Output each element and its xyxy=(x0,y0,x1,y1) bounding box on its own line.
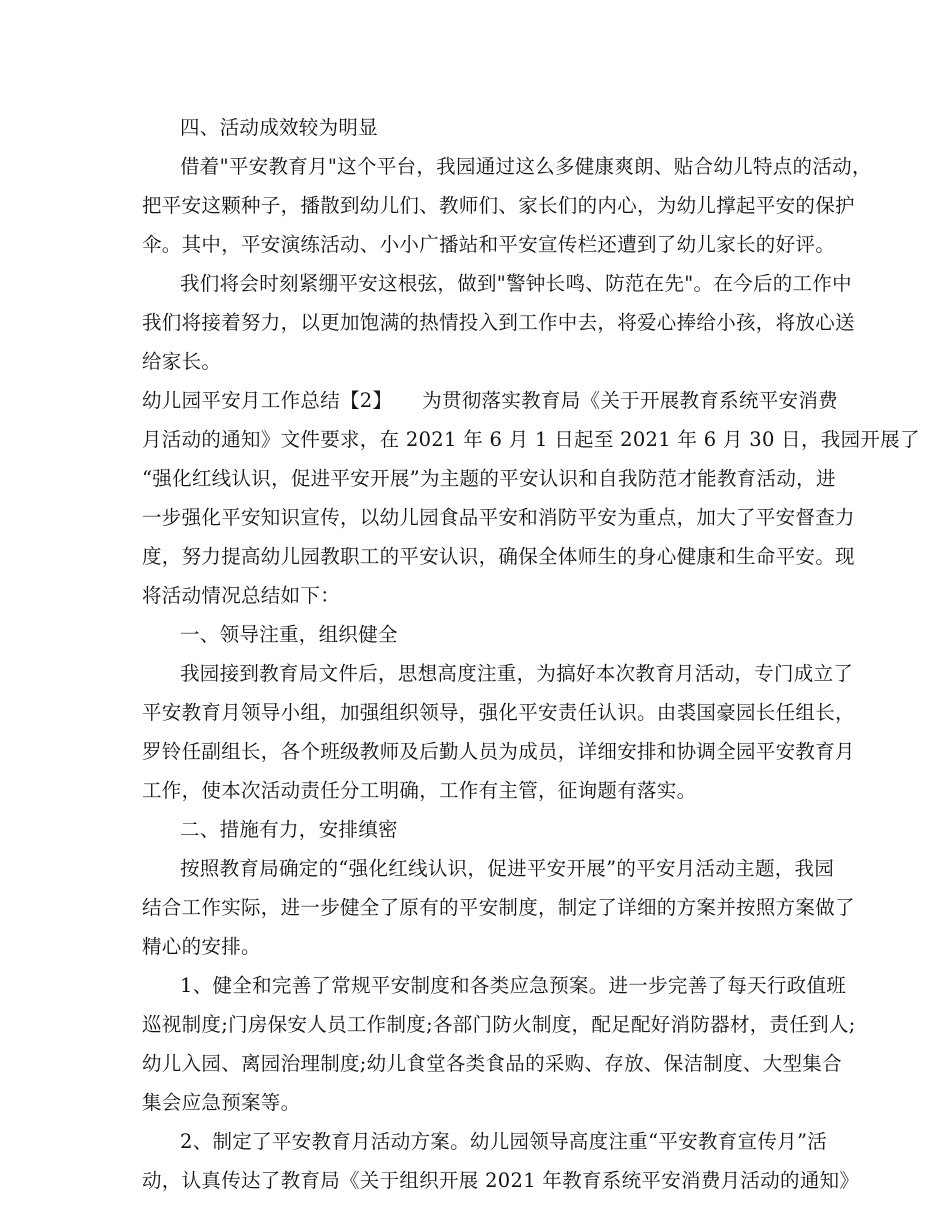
paragraph-line: 我们将接着努力，以更加饱满的热情投入到工作中去，将爱心捧给小孩，将放心送 xyxy=(142,311,855,334)
paragraph-line: 精心的安排。 xyxy=(142,935,261,958)
section-title-line: 幼儿园平安月工作总结【2】 为贯彻落实教育局《关于开展教育系统平安消费 xyxy=(142,389,838,412)
heading-section-2: 二、措施有力，安排缜密 xyxy=(180,818,398,841)
paragraph-line: 1、健全和完善了常规平安制度和各类应急预案。进一步完善了每天行政值班 xyxy=(180,974,847,997)
paragraph-line: 2、制定了平安教育月活动方案。幼儿园领导高度注重“平安教育宣传月”活 xyxy=(180,1130,828,1153)
paragraph-line: 给家长。 xyxy=(142,350,222,373)
paragraph-line: 结合工作实际，进一步健全了原有的平安制度，制定了详细的方案并按照方案做了 xyxy=(142,896,855,919)
paragraph-line: 平安教育月领导小组，加强组织领导，强化平安责任认识。由裘国豪园长任组长， xyxy=(142,701,855,724)
paragraph-line: 一步强化平安知识宣传，以幼儿园食品平安和消防平安为重点，加大了平安督查力 xyxy=(142,506,855,529)
paragraph-line: 动，认真传达了教育局《关于组织开展 2021 年教育系统平安消费月活动的通知》 xyxy=(142,1169,860,1192)
paragraph-line: 把平安这颗种子，播散到幼儿们、教师们、家长们的内心，为幼儿撑起平安的保护 xyxy=(142,194,855,217)
paragraph-line: 按照教育局确定的“强化红线认识，促进平安开展”的平安月活动主题，我园 xyxy=(180,857,835,880)
heading-section-4: 四、活动成效较为明显 xyxy=(180,116,379,139)
paragraph-line: 我园接到教育局文件后，思想高度注重，为搞好本次教育月活动，专门成立了 xyxy=(180,662,854,685)
paragraph-line: 月活动的通知》文件要求，在 2021 年 6 月 1 日起至 2021 年 6 月 30 日，我园开展了 xyxy=(142,428,920,451)
paragraph-line: 我们将会时刻紧绷平安这根弦，做到"警钟长鸣、防范在先"。在今后的工作中 xyxy=(180,272,852,295)
paragraph-line: 借着"平安教育月"这个平台，我园通过这么多健康爽朗、贴合幼儿特点的活动， xyxy=(180,155,872,178)
paragraph-line: 幼儿入园、离园治理制度;幼儿食堂各类食品的采购、存放、保洁制度、大型集合 xyxy=(142,1052,842,1075)
heading-section-1: 一、领导注重，组织健全 xyxy=(180,623,398,646)
paragraph-line: 将活动情况总结如下： xyxy=(142,584,341,607)
paragraph-line: 巡视制度;门房保安人员工作制度;各部门防火制度，配足配好消防器材，责任到人; xyxy=(142,1013,856,1036)
paragraph-line: 工作，使本次活动责任分工明确，工作有主管，征询题有落实。 xyxy=(142,779,697,802)
paragraph-line: 伞。其中，平安演练活动、小小广播站和平安宣传栏还遭到了幼儿家长的好评。 xyxy=(142,233,836,256)
paragraph-line: 集会应急预案等。 xyxy=(142,1091,301,1114)
paragraph-line: “强化红线认识，促进平安开展”为主题的平安认识和自我防范才能教育活动，进 xyxy=(142,467,836,490)
paragraph-line: 罗铃任副组长，各个班级教师及后勤人员为成员，详细安排和协调全园平安教育月 xyxy=(142,740,855,763)
paragraph-line: 度，努力提高幼儿园教职工的平安认识，确保全体师生的身心健康和生命平安。现 xyxy=(142,545,855,568)
